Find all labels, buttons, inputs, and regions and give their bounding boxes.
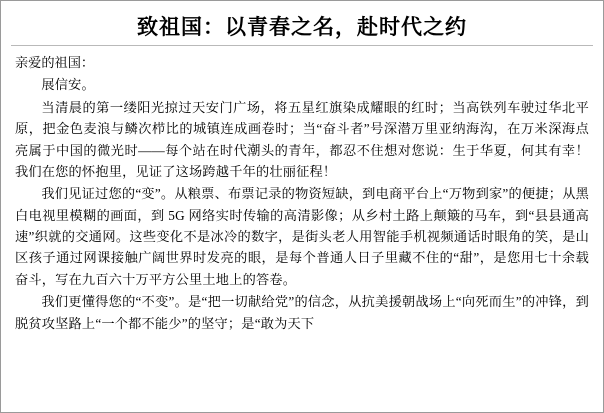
title-divider xyxy=(11,45,593,46)
paragraph-2: 我们见证过您的“变”。从粮票、布票记录的物资短缺，到电商平台上“万物到家”的便捷；从黑白电视里模糊的画面，到 5G 网络实时传输的高清影像；从乡村土路上颠簸的马车，到“县县通高速”织就的交通网。这些变化不是冰冷的数字，是街头老人用智能手机视频通话时眼角的笑，是山区孩子通过网课接触广阔世界时发亮的眼，是每个普通人日子里藏不住的“甜”，是您用七十余载奋斗，写在九百六十万平方公里土地上的答卷。 xyxy=(15,186,589,287)
document-body xyxy=(1,52,603,334)
greeting-paragraph: 展信安。 xyxy=(41,77,95,93)
paragraph-1: 当清晨的第一缕阳光掠过天安门广场，将五星红旗染成耀眼的红时；当高铁列车驶过华北平原，把金色麦浪与鳞次栉比的城镇连成画卷时；当“奋斗者”号深潜万里亚纳海沟，在万米深海点亮属于中国的微光时——每个站在时代潮头的青年，都忍不住想对您说：生于华夏，何其有幸！我们在您的怀抱里，见证了这场跨越千年的壮丽征程！ xyxy=(15,99,589,179)
paragraph-3: 我们更懂得您的“不变”。是“把一切献给党”的信念，从抗美援朝战场上“向死而生”的冲锋，到脱贫攻坚路上“一个都不能少”的坚守；是“敢为天下 xyxy=(15,294,589,331)
salutation: 亲爱的祖国： xyxy=(15,55,95,70)
page-title: 致祖国：以青春之名，赴时代之约 xyxy=(137,15,467,39)
